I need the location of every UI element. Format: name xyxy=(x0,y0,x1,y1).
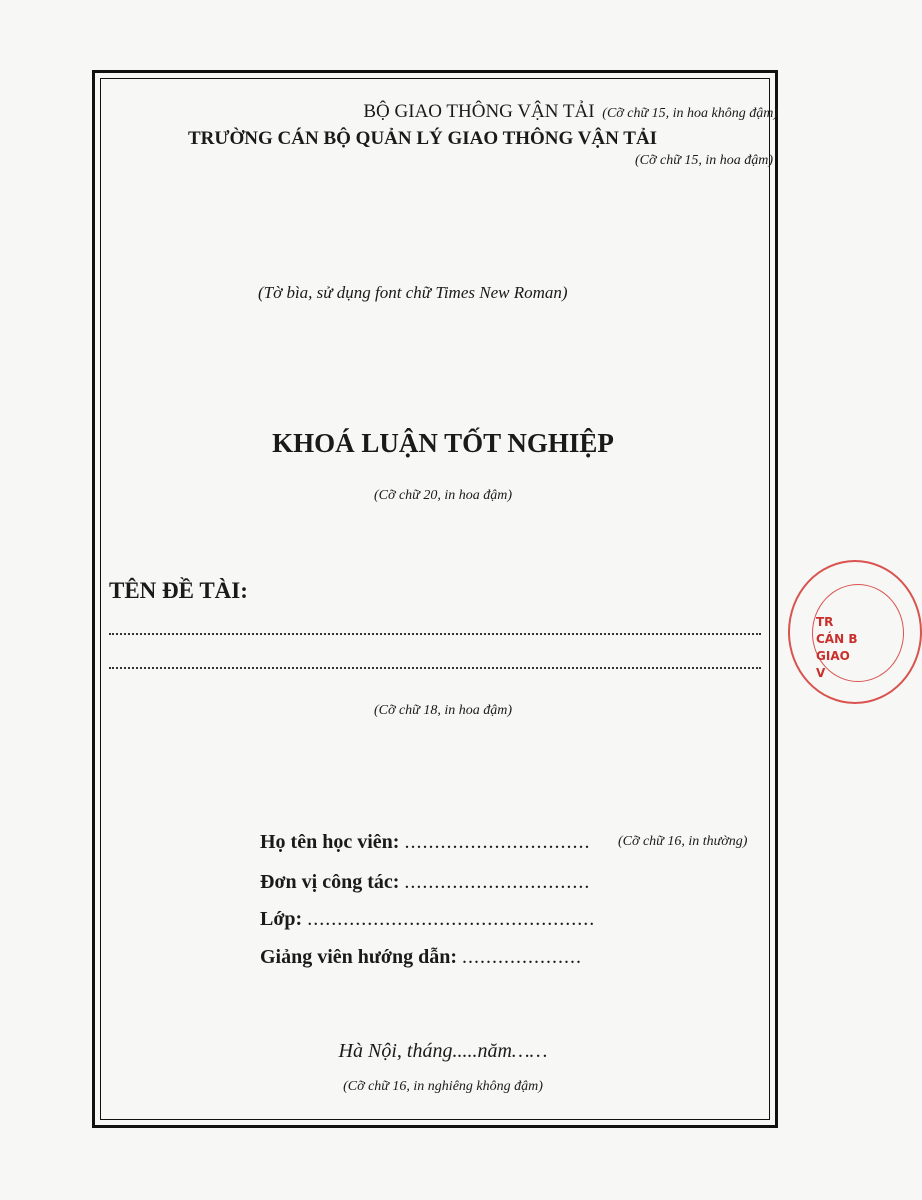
cover-note: (Tờ bìa, sử dụng font chữ Times New Roman) xyxy=(258,283,568,302)
workplace-label: Đơn vị công tác: xyxy=(260,871,400,893)
topic-dotted-line-2 xyxy=(109,667,761,669)
supervisor-label: Giảng viên hướng dẫn: xyxy=(260,946,458,968)
place-date: Hà Nội, tháng.....năm…… xyxy=(338,1040,548,1062)
workplace-field xyxy=(260,871,590,894)
student-name-field xyxy=(260,831,590,854)
workplace-dots: ............................... xyxy=(404,871,591,893)
seal-line: V xyxy=(816,666,826,680)
document-title: KHOÁ LUẬN TỐT NGHIỆP xyxy=(272,428,614,458)
supervisor-field xyxy=(260,946,582,969)
ministry-heading xyxy=(363,101,778,123)
red-seal-stamp xyxy=(788,560,922,704)
ministry-name: BỘ GIAO THÔNG VẬN TẢI xyxy=(363,101,595,122)
class-dots: ................................................ xyxy=(307,908,596,930)
school-name: TRƯỜNG CÁN BỘ QUẢN LÝ GIAO THÔNG VẬN TẢI xyxy=(188,128,658,149)
seal-line: GIAO xyxy=(816,649,850,663)
topic-dotted-line-1 xyxy=(109,633,761,635)
school-note: (Cỡ chữ 15, in hoa đậm) xyxy=(635,153,773,168)
supervisor-dots: .................... xyxy=(462,946,583,968)
student-name-dots: ............................... xyxy=(404,831,591,853)
title-note: (Cỡ chữ 20, in hoa đậm) xyxy=(374,488,512,503)
seal-line: CÁN B xyxy=(816,632,858,646)
seal-line: TR xyxy=(816,615,834,629)
class-field xyxy=(260,908,595,931)
class-label: Lớp: xyxy=(260,908,303,930)
student-name-note: (Cỡ chữ 16, in thường) xyxy=(618,834,748,849)
topic-note: (Cỡ chữ 18, in hoa đậm) xyxy=(374,703,512,718)
ministry-note: (Cỡ chữ 15, in hoa không đậm) xyxy=(602,106,778,121)
place-date-note: (Cỡ chữ 16, in nghiêng không đậm) xyxy=(343,1079,543,1094)
topic-label: TÊN ĐỀ TÀI: xyxy=(109,578,248,603)
seal-text xyxy=(816,614,857,682)
student-name-label: Họ tên học viên: xyxy=(260,831,400,853)
